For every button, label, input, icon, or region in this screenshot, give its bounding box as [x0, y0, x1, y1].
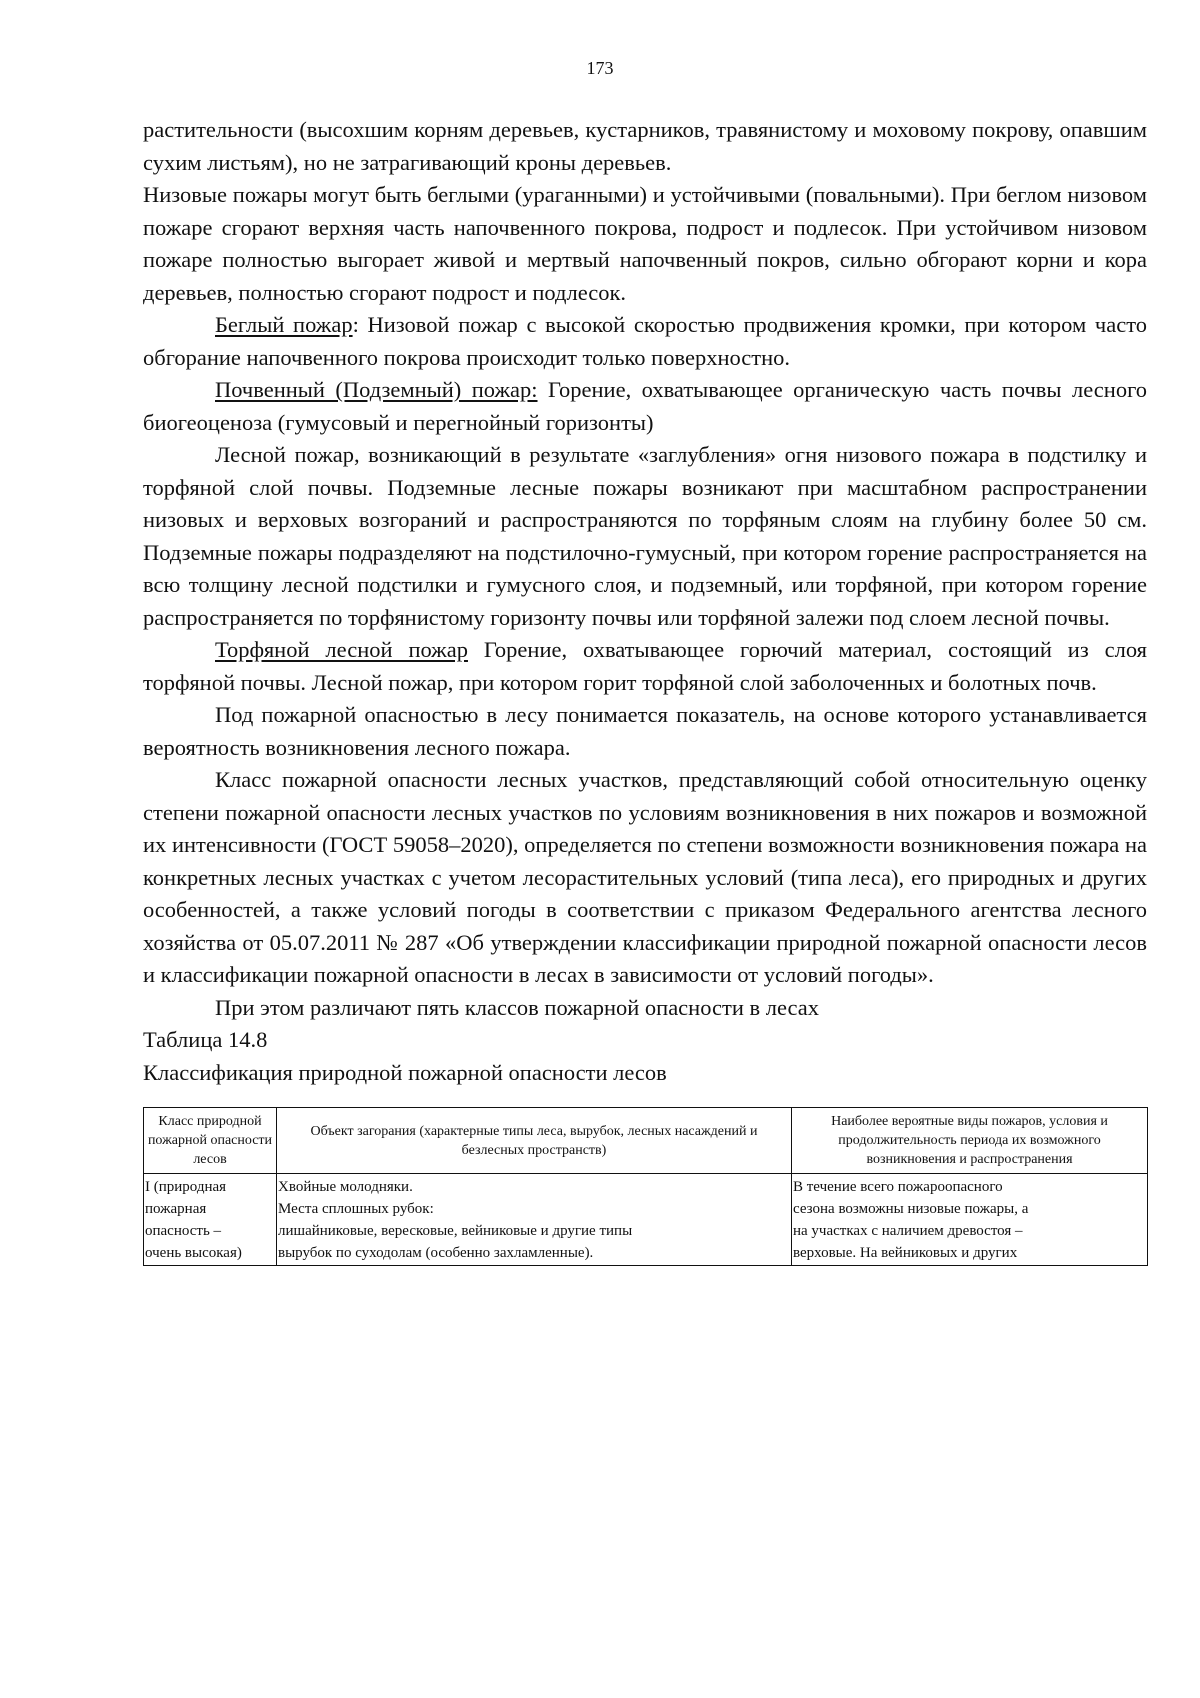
cell-line: Места сплошных рубок: — [278, 1201, 434, 1217]
cell-line: I (природная — [145, 1179, 227, 1195]
defined-term: Торфяной лесной пожар — [215, 637, 468, 662]
defined-term: Беглый пожар — [215, 312, 353, 337]
paragraph-definition — [143, 374, 1147, 439]
definition-text: : Низовой пожар с высокой скоростью продвижения кромки, при котором часто обгорание напочвенного покрова происходит только поверхностно. — [143, 312, 1147, 370]
table-cell-fire-types — [792, 1174, 1148, 1266]
cell-line: на участках с наличием древостоя – — [793, 1223, 1023, 1239]
table-cell-class — [144, 1174, 277, 1266]
cell-line: лишайниковые, вересковые, вейниковые и другие типы — [278, 1223, 633, 1239]
paragraph: Под пожарной опасностью в лесу понимается показатель, на основе которого устанавливается вероятность возникновения лесного пожара. — [143, 702, 1147, 760]
cell-line: Хвойные молодняки. — [278, 1179, 413, 1195]
paragraph: Низовые пожары могут быть беглыми (ураганными) и устойчивыми (повальными). При беглом низовом пожаре сгорают верхняя часть напочвенного покрова, подрост и подлесок. При устойчивом низовом пожаре полностью выгорает живой и мертвый напочвенный покров, сильно обгорают корни и кора деревьев, полностью сгорают подрост и подлесок. — [143, 182, 1147, 305]
table-title: Классификация природной пожарной опасности лесов — [143, 1059, 667, 1085]
table-cell-object — [277, 1174, 792, 1266]
table-row — [144, 1174, 1148, 1266]
classification-table — [143, 1107, 1148, 1266]
page-number: 173 — [586, 58, 614, 78]
paragraph-definition — [143, 634, 1147, 699]
table-header-row — [144, 1108, 1148, 1174]
cell-line: верховые. На вейниковых и других — [793, 1245, 1018, 1261]
header-cell-class: Класс природной пожарной опасности лесов — [144, 1108, 277, 1174]
table-caption: Таблица 14.8 — [143, 1027, 268, 1052]
cell-line: вырубок по суходолам (особенно захламленные). — [278, 1245, 594, 1261]
header-cell-fire-types: Наиболее вероятные виды пожаров, условия и продолжительность периода их возможного возникновения и распространения — [792, 1108, 1148, 1174]
paragraph: растительности (высохшим корням деревьев, кустарников, травянистому и моховому покрову, опавшим сухим листьям), но не затрагивающий кроны деревьев. — [143, 117, 1147, 175]
definition-text: Горение, охватывающее органическую часть почвы лесного биогеоценоза (гумусовый и перегнойный горизонты) — [143, 377, 1147, 435]
header-cell-object: Объект загорания (характерные типы леса, вырубок, лесных насаждений и безлесных пространств) — [277, 1108, 792, 1174]
paragraph-definition — [143, 309, 1147, 374]
document-body — [143, 114, 1147, 1266]
paragraph: Класс пожарной опасности лесных участков, представляющий собой относительную оценку степени пожарной опасности лесных участков по условиям возникновения в них пожаров и возможной их интенсивности (ГОСТ 59058–2020), определяется по степени возможности возникновения пожара на конкретных лесных участках с учетом лесорастительных условий (типа леса), его природных и других особенностей, а также условий погоды в соответствии с приказом Федерального агентства лесного хозяйства от 05.07.2011 № 287 «Об утверждении классификации природной пожарной опасности лесов и классификации пожарной опасности в лесах в зависимости от условий погоды». — [143, 767, 1147, 987]
cell-line: сезона возможны низовые пожары, а — [793, 1201, 1029, 1217]
definition-text: Горение, охватывающее горючий материал, состоящий из слоя торфяной почвы. Лесной пожар, при котором горит торфяной слой заболоченных и болотных почв. — [143, 637, 1148, 695]
paragraph: При этом различают пять классов пожарной опасности в лесах — [215, 994, 820, 1020]
paragraph: Лесной пожар, возникающий в результате «заглубления» огня низового пожара в подстилку и торфяной слой почвы. Подземные лесные пожары возникают при масштабном распространении низовых и верховых возгораний и распространяются по торфяным слоям на глубину более 50 см. Подземные пожары подразделяют на подстилочно-гумусный, при котором горение распространяется на всю толщину лесной подстилки и гумусного слоя, и подземный, или торфяной, при котором горение распространяется по торфянистому горизонту почвы или торфяной залежи под слоем лесной почвы. — [143, 442, 1147, 630]
cell-line: очень высокая) — [145, 1245, 242, 1261]
cell-line: опасность – — [145, 1223, 222, 1239]
cell-line: В течение всего пожароопасного — [793, 1179, 1003, 1195]
defined-term: Почвенный (Подземный) пожар: — [215, 377, 538, 402]
cell-line: пожарная — [145, 1201, 207, 1217]
